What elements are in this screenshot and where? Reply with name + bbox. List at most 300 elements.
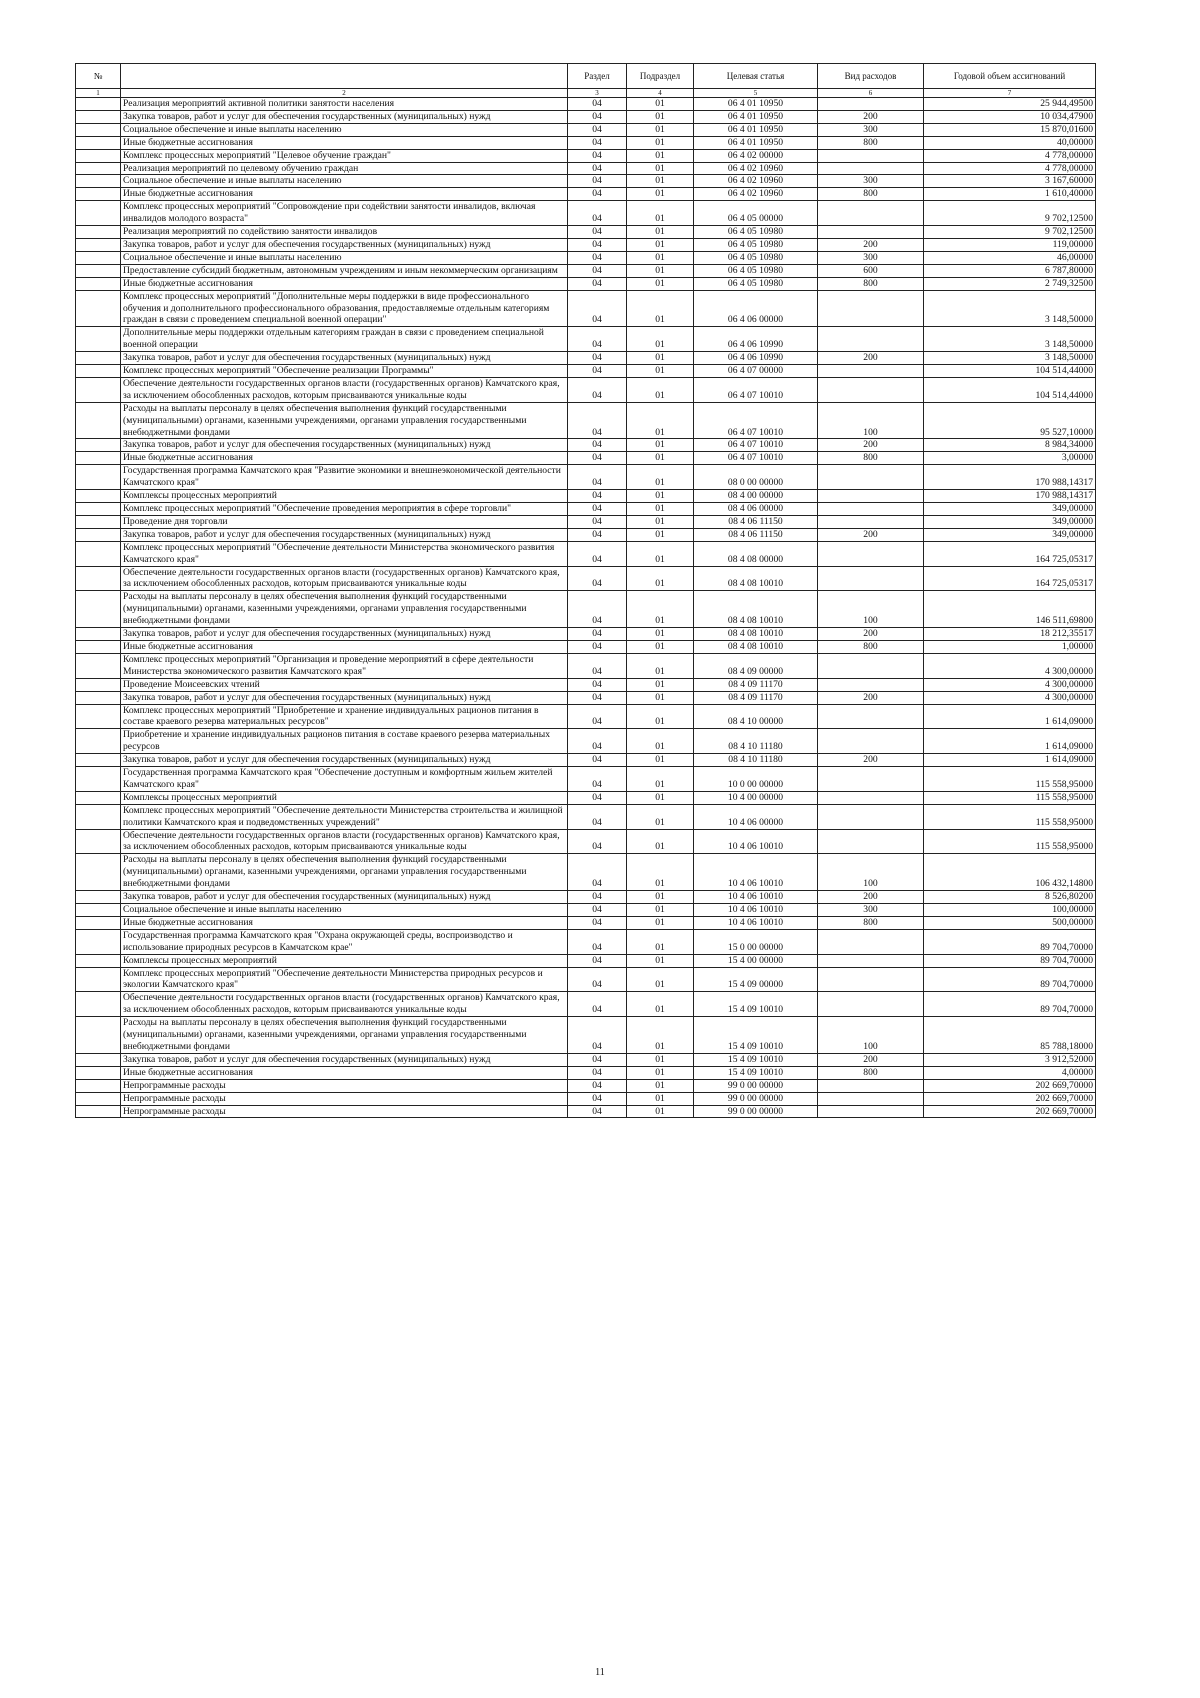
- table-row: [76, 277, 1096, 290]
- row-number-cell: [76, 110, 121, 123]
- vid-rashodov-cell: [818, 729, 924, 754]
- razdel-cell: 04: [568, 829, 627, 854]
- table-row: [76, 251, 1096, 264]
- table-row: [76, 854, 1096, 891]
- vid-rashodov-cell: [818, 1092, 924, 1105]
- razdel-cell: 04: [568, 929, 627, 954]
- row-number-cell: [76, 490, 121, 503]
- podrazdel-cell: 01: [627, 290, 694, 327]
- amount-cell: 1,00000: [924, 640, 1096, 653]
- celevaya-statya-cell: 06 4 01 10950: [694, 123, 818, 136]
- razdel-cell: 04: [568, 754, 627, 767]
- item-name-cell: Закупка товаров, работ и услуг для обеспечения государственных (муниципальных) нужд: [121, 110, 568, 123]
- table-row: [76, 729, 1096, 754]
- column-number: 3: [568, 89, 627, 98]
- amount-cell: 8 526,80200: [924, 891, 1096, 904]
- item-name-cell: Обеспечение деятельности государственных органов власти (государственных органов) Камчатского края, за исключением обособленных расходов, которым присваиваются уникальные коды: [121, 829, 568, 854]
- vid-rashodov-cell: 800: [818, 277, 924, 290]
- razdel-cell: 04: [568, 628, 627, 641]
- item-name-cell: Закупка товаров, работ и услуг для обеспечения государственных (муниципальных) нужд: [121, 754, 568, 767]
- podrazdel-cell: 01: [627, 1105, 694, 1118]
- table-row: [76, 591, 1096, 628]
- item-name-cell: Приобретение и хранение индивидуальных рационов питания в составе краевого резерва материальных ресурсов: [121, 729, 568, 754]
- item-name-cell: Закупка товаров, работ и услуг для обеспечения государственных (муниципальных) нужд: [121, 238, 568, 251]
- table-row: [76, 439, 1096, 452]
- amount-cell: 89 704,70000: [924, 992, 1096, 1017]
- razdel-cell: 04: [568, 854, 627, 891]
- appropriations-table: [75, 63, 1096, 1118]
- celevaya-statya-cell: 08 4 08 10010: [694, 640, 818, 653]
- table-row: [76, 767, 1096, 792]
- razdel-cell: 04: [568, 277, 627, 290]
- row-number-cell: [76, 678, 121, 691]
- podrazdel-cell: 01: [627, 238, 694, 251]
- razdel-cell: 04: [568, 136, 627, 149]
- item-name-cell: Комплекс процессных мероприятий "Обеспечение деятельности Министерства природных ресурсов и экологии Камчатского края": [121, 967, 568, 992]
- podrazdel-cell: 01: [627, 188, 694, 201]
- item-name-cell: Иные бюджетные ассигнования: [121, 916, 568, 929]
- row-number-cell: [76, 503, 121, 516]
- item-name-cell: Проведение дня торговли: [121, 515, 568, 528]
- budget-document: [75, 63, 1095, 1118]
- item-name-cell: Государственная программа Камчатского края "Развитие экономики и внешнеэкономической деятельности Камчатского края": [121, 465, 568, 490]
- razdel-cell: 04: [568, 402, 627, 439]
- amount-cell: 4 778,00000: [924, 162, 1096, 175]
- row-number-cell: [76, 704, 121, 729]
- amount-cell: 202 669,70000: [924, 1079, 1096, 1092]
- razdel-cell: 04: [568, 916, 627, 929]
- table-row: [76, 653, 1096, 678]
- razdel-cell: 04: [568, 110, 627, 123]
- podrazdel-cell: 01: [627, 640, 694, 653]
- amount-cell: 115 558,95000: [924, 767, 1096, 792]
- celevaya-statya-cell: 08 4 09 11170: [694, 691, 818, 704]
- table-row: [76, 490, 1096, 503]
- razdel-cell: 04: [568, 515, 627, 528]
- item-name-cell: Закупка товаров, работ и услуг для обеспечения государственных (муниципальных) нужд: [121, 628, 568, 641]
- amount-cell: 104 514,44000: [924, 365, 1096, 378]
- table-row: [76, 704, 1096, 729]
- item-name-cell: Непрограммные расходы: [121, 1105, 568, 1118]
- amount-cell: 89 704,70000: [924, 929, 1096, 954]
- vid-rashodov-cell: 300: [818, 123, 924, 136]
- table-row: [76, 188, 1096, 201]
- table-row: [76, 352, 1096, 365]
- table-row: [76, 1053, 1096, 1066]
- vid-rashodov-cell: 300: [818, 904, 924, 917]
- table-row: [76, 1017, 1096, 1054]
- celevaya-statya-cell: 15 4 09 00000: [694, 967, 818, 992]
- row-number-cell: [76, 954, 121, 967]
- podrazdel-cell: 01: [627, 691, 694, 704]
- celevaya-statya-cell: 06 4 07 10010: [694, 402, 818, 439]
- row-number-cell: [76, 767, 121, 792]
- amount-cell: 1 614,09000: [924, 704, 1096, 729]
- row-number-cell: [76, 264, 121, 277]
- razdel-cell: 04: [568, 1079, 627, 1092]
- celevaya-statya-cell: 10 4 06 10010: [694, 904, 818, 917]
- podrazdel-cell: 01: [627, 1066, 694, 1079]
- celevaya-statya-cell: 15 4 09 10010: [694, 992, 818, 1017]
- vid-rashodov-cell: [818, 327, 924, 352]
- vid-rashodov-cell: 100: [818, 402, 924, 439]
- razdel-cell: 04: [568, 377, 627, 402]
- vid-rashodov-cell: [818, 704, 924, 729]
- amount-cell: 1 614,09000: [924, 729, 1096, 754]
- table-row: [76, 967, 1096, 992]
- item-name-cell: Комплекс процессных мероприятий "Дополнительные меры поддержки в виде профессионального обучения и дополнительного профессионального образования, предоставляемые отдельным категориям граждан в связи с проведением специальной военной операции": [121, 290, 568, 327]
- vid-rashodov-cell: [818, 791, 924, 804]
- vid-rashodov-cell: 800: [818, 640, 924, 653]
- table-row: [76, 264, 1096, 277]
- table-row: [76, 929, 1096, 954]
- row-number-cell: [76, 365, 121, 378]
- celevaya-statya-cell: 06 4 07 10010: [694, 439, 818, 452]
- podrazdel-cell: 01: [627, 490, 694, 503]
- header-celevaya-statya: Целевая статья: [694, 64, 818, 89]
- table-row: [76, 515, 1096, 528]
- vid-rashodov-cell: [818, 653, 924, 678]
- table-row: [76, 327, 1096, 352]
- celevaya-statya-cell: 08 4 08 00000: [694, 541, 818, 566]
- table-row: [76, 98, 1096, 111]
- razdel-cell: 04: [568, 352, 627, 365]
- vid-rashodov-cell: 200: [818, 1053, 924, 1066]
- podrazdel-cell: 01: [627, 954, 694, 967]
- row-number-cell: [76, 175, 121, 188]
- celevaya-statya-cell: 15 4 09 10010: [694, 1066, 818, 1079]
- amount-cell: 104 514,44000: [924, 377, 1096, 402]
- item-name-cell: Иные бюджетные ассигнования: [121, 136, 568, 149]
- table-row: [76, 904, 1096, 917]
- row-number-cell: [76, 201, 121, 226]
- podrazdel-cell: 01: [627, 149, 694, 162]
- vid-rashodov-cell: [818, 365, 924, 378]
- item-name-cell: Социальное обеспечение и иные выплаты населению: [121, 904, 568, 917]
- amount-cell: 15 870,01600: [924, 123, 1096, 136]
- vid-rashodov-cell: 200: [818, 754, 924, 767]
- celevaya-statya-cell: 99 0 00 00000: [694, 1079, 818, 1092]
- razdel-cell: 04: [568, 729, 627, 754]
- row-number-cell: [76, 98, 121, 111]
- amount-cell: 119,00000: [924, 238, 1096, 251]
- vid-rashodov-cell: [818, 566, 924, 591]
- podrazdel-cell: 01: [627, 729, 694, 754]
- celevaya-statya-cell: 10 4 00 00000: [694, 791, 818, 804]
- celevaya-statya-cell: 06 4 06 10990: [694, 352, 818, 365]
- row-number-cell: [76, 352, 121, 365]
- table-row: [76, 804, 1096, 829]
- header-godovoy-obem: Годовой объем ассигнований: [924, 64, 1096, 89]
- row-number-cell: [76, 591, 121, 628]
- amount-cell: 8 984,34000: [924, 439, 1096, 452]
- amount-cell: 170 988,14317: [924, 465, 1096, 490]
- podrazdel-cell: 01: [627, 704, 694, 729]
- row-number-cell: [76, 1105, 121, 1118]
- celevaya-statya-cell: 06 4 01 10950: [694, 98, 818, 111]
- vid-rashodov-cell: 300: [818, 251, 924, 264]
- razdel-cell: 04: [568, 264, 627, 277]
- celevaya-statya-cell: 06 4 01 10950: [694, 136, 818, 149]
- amount-cell: 115 558,95000: [924, 804, 1096, 829]
- item-name-cell: Государственная программа Камчатского края "Обеспечение доступным и комфортным жильем жителей Камчатского края": [121, 767, 568, 792]
- row-number-cell: [76, 377, 121, 402]
- celevaya-statya-cell: 15 4 09 10010: [694, 1017, 818, 1054]
- celevaya-statya-cell: 15 0 00 00000: [694, 929, 818, 954]
- row-number-cell: [76, 465, 121, 490]
- amount-cell: 3 148,50000: [924, 290, 1096, 327]
- vid-rashodov-cell: 200: [818, 238, 924, 251]
- row-number-cell: [76, 1053, 121, 1066]
- vid-rashodov-cell: [818, 162, 924, 175]
- page-number: 11: [595, 1667, 605, 1678]
- podrazdel-cell: 01: [627, 904, 694, 917]
- amount-cell: 500,00000: [924, 916, 1096, 929]
- podrazdel-cell: 01: [627, 791, 694, 804]
- razdel-cell: 04: [568, 98, 627, 111]
- podrazdel-cell: 01: [627, 653, 694, 678]
- celevaya-statya-cell: 15 4 09 10010: [694, 1053, 818, 1066]
- podrazdel-cell: 01: [627, 365, 694, 378]
- table-row: [76, 402, 1096, 439]
- item-name-cell: Обеспечение деятельности государственных органов власти (государственных органов) Камчатского края, за исключением обособленных расходов, которым присваиваются уникальные коды: [121, 566, 568, 591]
- table-row: [76, 110, 1096, 123]
- podrazdel-cell: 01: [627, 98, 694, 111]
- row-number-cell: [76, 640, 121, 653]
- table-row: [76, 541, 1096, 566]
- razdel-cell: 04: [568, 954, 627, 967]
- table-row: [76, 149, 1096, 162]
- row-number-cell: [76, 541, 121, 566]
- vid-rashodov-cell: 800: [818, 1066, 924, 1079]
- celevaya-statya-cell: 06 4 07 10010: [694, 452, 818, 465]
- celevaya-statya-cell: 06 4 05 10980: [694, 277, 818, 290]
- table-row: [76, 829, 1096, 854]
- header-row: [76, 64, 1096, 89]
- celevaya-statya-cell: 08 4 00 00000: [694, 490, 818, 503]
- podrazdel-cell: 01: [627, 439, 694, 452]
- row-number-cell: [76, 691, 121, 704]
- razdel-cell: 04: [568, 541, 627, 566]
- row-number-cell: [76, 904, 121, 917]
- razdel-cell: 04: [568, 678, 627, 691]
- row-number-cell: [76, 277, 121, 290]
- amount-cell: 202 669,70000: [924, 1105, 1096, 1118]
- podrazdel-cell: 01: [627, 110, 694, 123]
- table-row: [76, 377, 1096, 402]
- celevaya-statya-cell: 06 4 02 10960: [694, 175, 818, 188]
- celevaya-statya-cell: 08 4 06 11150: [694, 515, 818, 528]
- amount-cell: 1 610,40000: [924, 188, 1096, 201]
- item-name-cell: Комплексы процессных мероприятий: [121, 490, 568, 503]
- row-number-cell: [76, 1092, 121, 1105]
- column-number: 1: [76, 89, 121, 98]
- podrazdel-cell: 01: [627, 515, 694, 528]
- vid-rashodov-cell: 100: [818, 854, 924, 891]
- amount-cell: 89 704,70000: [924, 954, 1096, 967]
- item-name-cell: Закупка товаров, работ и услуг для обеспечения государственных (муниципальных) нужд: [121, 1053, 568, 1066]
- celevaya-statya-cell: 10 4 06 10010: [694, 891, 818, 904]
- row-number-cell: [76, 566, 121, 591]
- razdel-cell: 04: [568, 591, 627, 628]
- item-name-cell: Расходы на выплаты персоналу в целях обеспечения выполнения функций государственными (муниципальными) органами, казенными учреждениями, органами управления государственными внебюджетными фондами: [121, 854, 568, 891]
- vid-rashodov-cell: [818, 954, 924, 967]
- vid-rashodov-cell: [818, 804, 924, 829]
- razdel-cell: 04: [568, 327, 627, 352]
- amount-cell: 3,00000: [924, 452, 1096, 465]
- item-name-cell: Комплекс процессных мероприятий "Сопровождение при содействии занятости инвалидов, включая инвалидов молодого возраста": [121, 201, 568, 226]
- celevaya-statya-cell: 06 4 07 00000: [694, 365, 818, 378]
- table-row: [76, 566, 1096, 591]
- podrazdel-cell: 01: [627, 162, 694, 175]
- item-name-cell: Реализация мероприятий активной политики занятости населения: [121, 98, 568, 111]
- amount-cell: 115 558,95000: [924, 829, 1096, 854]
- table-row: [76, 754, 1096, 767]
- item-name-cell: Государственная программа Камчатского края "Охрана окружающей среды, воспроизводство и использование природных ресурсов в Камчатском крае": [121, 929, 568, 954]
- amount-cell: 95 527,10000: [924, 402, 1096, 439]
- column-number-row: [76, 89, 1096, 98]
- vid-rashodov-cell: [818, 929, 924, 954]
- row-number-cell: [76, 891, 121, 904]
- amount-cell: 202 669,70000: [924, 1092, 1096, 1105]
- razdel-cell: 04: [568, 503, 627, 516]
- item-name-cell: Иные бюджетные ассигнования: [121, 188, 568, 201]
- razdel-cell: 04: [568, 149, 627, 162]
- table-row: [76, 691, 1096, 704]
- vid-rashodov-cell: [818, 1079, 924, 1092]
- row-number-cell: [76, 162, 121, 175]
- row-number-cell: [76, 290, 121, 327]
- razdel-cell: 04: [568, 767, 627, 792]
- table-row: [76, 628, 1096, 641]
- celevaya-statya-cell: 08 4 08 10010: [694, 591, 818, 628]
- table-row: [76, 640, 1096, 653]
- razdel-cell: 04: [568, 653, 627, 678]
- celevaya-statya-cell: 08 4 06 11150: [694, 528, 818, 541]
- table-row: [76, 238, 1096, 251]
- amount-cell: 115 558,95000: [924, 791, 1096, 804]
- podrazdel-cell: 01: [627, 854, 694, 891]
- column-number: 7: [924, 89, 1096, 98]
- item-name-cell: Расходы на выплаты персоналу в целях обеспечения выполнения функций государственными (муниципальными) органами, казенными учреждениями, органами управления государственными внебюджетными фондами: [121, 591, 568, 628]
- row-number-cell: [76, 251, 121, 264]
- item-name-cell: Реализация мероприятий по содействию занятости инвалидов: [121, 226, 568, 239]
- table-row: [76, 226, 1096, 239]
- razdel-cell: 04: [568, 123, 627, 136]
- row-number-cell: [76, 992, 121, 1017]
- item-name-cell: Расходы на выплаты персоналу в целях обеспечения выполнения функций государственными (муниципальными) органами, казенными учреждениями, органами управления государственными внебюджетными фондами: [121, 402, 568, 439]
- row-number-cell: [76, 238, 121, 251]
- amount-cell: 9 702,12500: [924, 226, 1096, 239]
- razdel-cell: 04: [568, 238, 627, 251]
- vid-rashodov-cell: 800: [818, 452, 924, 465]
- razdel-cell: 04: [568, 891, 627, 904]
- amount-cell: 46,00000: [924, 251, 1096, 264]
- celevaya-statya-cell: 08 4 09 00000: [694, 653, 818, 678]
- row-number-cell: [76, 628, 121, 641]
- item-name-cell: Закупка товаров, работ и услуг для обеспечения государственных (муниципальных) нужд: [121, 528, 568, 541]
- row-number-cell: [76, 1017, 121, 1054]
- amount-cell: 1 614,09000: [924, 754, 1096, 767]
- vid-rashodov-cell: [818, 503, 924, 516]
- row-number-cell: [76, 136, 121, 149]
- vid-rashodov-cell: 800: [818, 916, 924, 929]
- item-name-cell: Непрограммные расходы: [121, 1079, 568, 1092]
- table-row: [76, 1079, 1096, 1092]
- podrazdel-cell: 01: [627, 591, 694, 628]
- podrazdel-cell: 01: [627, 916, 694, 929]
- item-name-cell: Комплекс процессных мероприятий "Обеспечение деятельности Министерства экономического развития Камчатского края": [121, 541, 568, 566]
- amount-cell: 4 300,00000: [924, 678, 1096, 691]
- item-name-cell: Комплексы процессных мероприятий: [121, 791, 568, 804]
- vid-rashodov-cell: [818, 98, 924, 111]
- row-number-cell: [76, 226, 121, 239]
- razdel-cell: 04: [568, 162, 627, 175]
- podrazdel-cell: 01: [627, 1079, 694, 1092]
- celevaya-statya-cell: 10 0 00 00000: [694, 767, 818, 792]
- column-number: 4: [627, 89, 694, 98]
- row-number-cell: [76, 804, 121, 829]
- podrazdel-cell: 01: [627, 929, 694, 954]
- razdel-cell: 04: [568, 566, 627, 591]
- podrazdel-cell: 01: [627, 352, 694, 365]
- vid-rashodov-cell: [818, 149, 924, 162]
- razdel-cell: 04: [568, 490, 627, 503]
- item-name-cell: Социальное обеспечение и иные выплаты населению: [121, 175, 568, 188]
- razdel-cell: 04: [568, 290, 627, 327]
- table-body: [76, 98, 1096, 1118]
- podrazdel-cell: 01: [627, 767, 694, 792]
- item-name-cell: Иные бюджетные ассигнования: [121, 277, 568, 290]
- item-name-cell: Расходы на выплаты персоналу в целях обеспечения выполнения функций государственными (муниципальными) органами, казенными учреждениями, органами управления государственными внебюджетными фондами: [121, 1017, 568, 1054]
- amount-cell: 349,00000: [924, 503, 1096, 516]
- podrazdel-cell: 01: [627, 1092, 694, 1105]
- amount-cell: 106 432,14800: [924, 854, 1096, 891]
- row-number-cell: [76, 327, 121, 352]
- podrazdel-cell: 01: [627, 503, 694, 516]
- razdel-cell: 04: [568, 1017, 627, 1054]
- celevaya-statya-cell: 08 4 10 00000: [694, 704, 818, 729]
- vid-rashodov-cell: [818, 678, 924, 691]
- column-number: 5: [694, 89, 818, 98]
- table-row: [76, 136, 1096, 149]
- podrazdel-cell: 01: [627, 251, 694, 264]
- row-number-cell: [76, 528, 121, 541]
- podrazdel-cell: 01: [627, 136, 694, 149]
- podrazdel-cell: 01: [627, 465, 694, 490]
- row-number-cell: [76, 916, 121, 929]
- table-row: [76, 528, 1096, 541]
- celevaya-statya-cell: 08 4 10 11180: [694, 754, 818, 767]
- vid-rashodov-cell: [818, 226, 924, 239]
- item-name-cell: Комплекс процессных мероприятий "Целевое обучение граждан": [121, 149, 568, 162]
- row-number-cell: [76, 829, 121, 854]
- celevaya-statya-cell: 99 0 00 00000: [694, 1092, 818, 1105]
- celevaya-statya-cell: 06 4 06 00000: [694, 290, 818, 327]
- vid-rashodov-cell: [818, 967, 924, 992]
- vid-rashodov-cell: [818, 290, 924, 327]
- amount-cell: 349,00000: [924, 528, 1096, 541]
- row-number-cell: [76, 452, 121, 465]
- vid-rashodov-cell: 200: [818, 528, 924, 541]
- row-number-cell: [76, 653, 121, 678]
- table-row: [76, 290, 1096, 327]
- column-number: 2: [121, 89, 568, 98]
- table-row: [76, 678, 1096, 691]
- table-row: [76, 1066, 1096, 1079]
- table-row: [76, 916, 1096, 929]
- podrazdel-cell: 01: [627, 628, 694, 641]
